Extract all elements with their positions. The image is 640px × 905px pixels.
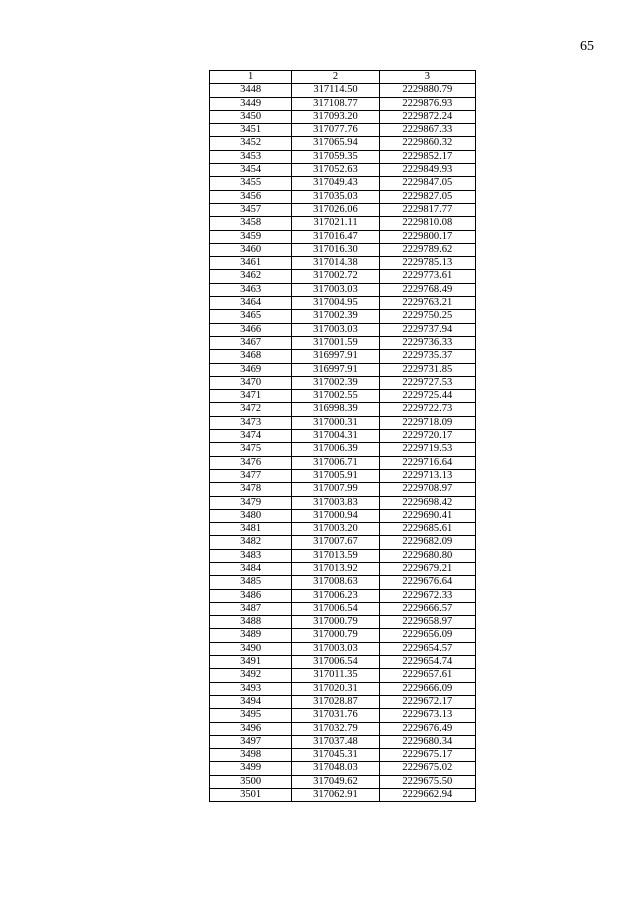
cell-x-coordinate: 316998.39	[292, 403, 379, 416]
cell-point-number: 3470	[210, 376, 292, 389]
cell-x-coordinate: 317031.76	[292, 709, 379, 722]
table-row	[210, 656, 476, 669]
table-row	[210, 84, 476, 97]
table-row	[210, 190, 476, 203]
cell-x-coordinate: 317006.39	[292, 443, 379, 456]
cell-y-coordinate: 2229750.25	[379, 310, 475, 323]
table-row	[210, 483, 476, 496]
cell-x-coordinate: 317003.20	[292, 523, 379, 536]
cell-point-number: 3457	[210, 203, 292, 216]
cell-point-number: 3450	[210, 110, 292, 123]
cell-x-coordinate: 317007.99	[292, 483, 379, 496]
cell-y-coordinate: 2229680.80	[379, 549, 475, 562]
cell-point-number: 3448	[210, 84, 292, 97]
cell-x-coordinate: 317006.71	[292, 456, 379, 469]
cell-point-number: 3459	[210, 230, 292, 243]
table-row	[210, 549, 476, 562]
table-row	[210, 363, 476, 376]
table-row	[210, 629, 476, 642]
table-header-row	[210, 71, 476, 84]
cell-y-coordinate: 2229735.37	[379, 350, 475, 363]
cell-x-coordinate: 317006.54	[292, 602, 379, 615]
cell-x-coordinate: 317062.91	[292, 789, 379, 802]
cell-y-coordinate: 2229680.34	[379, 735, 475, 748]
cell-y-coordinate: 2229658.97	[379, 616, 475, 629]
cell-x-coordinate: 317026.06	[292, 203, 379, 216]
cell-point-number: 3477	[210, 469, 292, 482]
cell-x-coordinate: 317052.63	[292, 164, 379, 177]
cell-y-coordinate: 2229676.64	[379, 576, 475, 589]
cell-x-coordinate: 317108.77	[292, 97, 379, 110]
table-row	[210, 775, 476, 788]
cell-x-coordinate: 317004.31	[292, 430, 379, 443]
cell-y-coordinate: 2229736.33	[379, 336, 475, 349]
cell-y-coordinate: 2229763.21	[379, 297, 475, 310]
cell-x-coordinate: 317114.50	[292, 84, 379, 97]
cell-x-coordinate: 316997.91	[292, 350, 379, 363]
cell-y-coordinate: 2229682.09	[379, 536, 475, 549]
cell-point-number: 3480	[210, 509, 292, 522]
cell-x-coordinate: 317037.48	[292, 735, 379, 748]
column-header-x: 2	[292, 71, 379, 84]
cell-point-number: 3466	[210, 323, 292, 336]
cell-y-coordinate: 2229673.13	[379, 709, 475, 722]
cell-point-number: 3501	[210, 789, 292, 802]
table-row	[210, 350, 476, 363]
cell-y-coordinate: 2229716.64	[379, 456, 475, 469]
cell-point-number: 3455	[210, 177, 292, 190]
cell-point-number: 3472	[210, 403, 292, 416]
cell-point-number: 3467	[210, 336, 292, 349]
cell-x-coordinate: 317035.03	[292, 190, 379, 203]
cell-point-number: 3489	[210, 629, 292, 642]
table-row	[210, 682, 476, 695]
cell-x-coordinate: 317020.31	[292, 682, 379, 695]
cell-y-coordinate: 2229880.79	[379, 84, 475, 97]
cell-y-coordinate: 2229708.97	[379, 483, 475, 496]
table-row	[210, 762, 476, 775]
cell-point-number: 3497	[210, 735, 292, 748]
cell-x-coordinate: 317003.83	[292, 496, 379, 509]
cell-y-coordinate: 2229731.85	[379, 363, 475, 376]
cell-point-number: 3474	[210, 430, 292, 443]
cell-x-coordinate: 317059.35	[292, 150, 379, 163]
cell-y-coordinate: 2229785.13	[379, 257, 475, 270]
cell-x-coordinate: 317000.79	[292, 629, 379, 642]
cell-point-number: 3463	[210, 283, 292, 296]
cell-y-coordinate: 2229676.49	[379, 722, 475, 735]
cell-x-coordinate: 317028.87	[292, 695, 379, 708]
cell-y-coordinate: 2229817.77	[379, 203, 475, 216]
cell-y-coordinate: 2229718.09	[379, 416, 475, 429]
cell-x-coordinate: 316997.91	[292, 363, 379, 376]
table-row	[210, 403, 476, 416]
cell-point-number: 3483	[210, 549, 292, 562]
cell-x-coordinate: 317002.39	[292, 376, 379, 389]
cell-point-number: 3485	[210, 576, 292, 589]
cell-x-coordinate: 317005.91	[292, 469, 379, 482]
table-row	[210, 523, 476, 536]
table-row	[210, 509, 476, 522]
cell-point-number: 3481	[210, 523, 292, 536]
table-row	[210, 137, 476, 150]
cell-y-coordinate: 2229800.17	[379, 230, 475, 243]
coordinates-table	[209, 70, 476, 802]
cell-x-coordinate: 317000.79	[292, 616, 379, 629]
cell-point-number: 3499	[210, 762, 292, 775]
cell-x-coordinate: 317003.03	[292, 642, 379, 655]
cell-point-number: 3500	[210, 775, 292, 788]
cell-y-coordinate: 2229737.94	[379, 323, 475, 336]
table-row	[210, 323, 476, 336]
cell-point-number: 3451	[210, 124, 292, 137]
table-row	[210, 536, 476, 549]
table-row	[210, 669, 476, 682]
cell-y-coordinate: 2229679.21	[379, 562, 475, 575]
cell-x-coordinate: 317016.30	[292, 243, 379, 256]
cell-x-coordinate: 317004.95	[292, 297, 379, 310]
table-row	[210, 164, 476, 177]
cell-y-coordinate: 2229876.93	[379, 97, 475, 110]
cell-point-number: 3452	[210, 137, 292, 150]
table-row	[210, 496, 476, 509]
table-row	[210, 376, 476, 389]
cell-x-coordinate: 317013.92	[292, 562, 379, 575]
cell-y-coordinate: 2229852.17	[379, 150, 475, 163]
cell-point-number: 3473	[210, 416, 292, 429]
cell-x-coordinate: 317049.43	[292, 177, 379, 190]
cell-point-number: 3469	[210, 363, 292, 376]
cell-point-number: 3456	[210, 190, 292, 203]
table-row	[210, 243, 476, 256]
page-number: 65	[580, 39, 594, 54]
cell-y-coordinate: 2229675.50	[379, 775, 475, 788]
cell-y-coordinate: 2229719.53	[379, 443, 475, 456]
cell-y-coordinate: 2229654.74	[379, 656, 475, 669]
cell-x-coordinate: 317014.38	[292, 257, 379, 270]
cell-y-coordinate: 2229675.02	[379, 762, 475, 775]
table-row	[210, 430, 476, 443]
cell-point-number: 3449	[210, 97, 292, 110]
cell-x-coordinate: 317006.23	[292, 589, 379, 602]
cell-point-number: 3464	[210, 297, 292, 310]
cell-y-coordinate: 2229656.09	[379, 629, 475, 642]
cell-y-coordinate: 2229720.17	[379, 430, 475, 443]
table-row	[210, 469, 476, 482]
table-row	[210, 456, 476, 469]
cell-y-coordinate: 2229789.62	[379, 243, 475, 256]
cell-y-coordinate: 2229849.93	[379, 164, 475, 177]
cell-x-coordinate: 317077.76	[292, 124, 379, 137]
table-row	[210, 642, 476, 655]
cell-x-coordinate: 317045.31	[292, 749, 379, 762]
column-header-y: 3	[379, 71, 475, 84]
table-row	[210, 257, 476, 270]
table-row	[210, 336, 476, 349]
cell-point-number: 3453	[210, 150, 292, 163]
table-row	[210, 616, 476, 629]
table-row	[210, 97, 476, 110]
cell-point-number: 3493	[210, 682, 292, 695]
cell-point-number: 3484	[210, 562, 292, 575]
cell-x-coordinate: 317000.94	[292, 509, 379, 522]
cell-point-number: 3488	[210, 616, 292, 629]
table-body	[210, 84, 476, 802]
cell-x-coordinate: 317016.47	[292, 230, 379, 243]
cell-x-coordinate: 317002.55	[292, 390, 379, 403]
table-row	[210, 443, 476, 456]
cell-y-coordinate: 2229768.49	[379, 283, 475, 296]
table-row	[210, 722, 476, 735]
cell-x-coordinate: 317021.11	[292, 217, 379, 230]
cell-y-coordinate: 2229662.94	[379, 789, 475, 802]
cell-x-coordinate: 317013.59	[292, 549, 379, 562]
cell-y-coordinate: 2229725.44	[379, 390, 475, 403]
table-row	[210, 150, 476, 163]
cell-y-coordinate: 2229872.24	[379, 110, 475, 123]
cell-y-coordinate: 2229827.05	[379, 190, 475, 203]
cell-y-coordinate: 2229666.09	[379, 682, 475, 695]
cell-x-coordinate: 317002.39	[292, 310, 379, 323]
table-row	[210, 270, 476, 283]
table-row	[210, 709, 476, 722]
table-row	[210, 230, 476, 243]
column-header-point-number: 1	[210, 71, 292, 84]
cell-x-coordinate: 317048.03	[292, 762, 379, 775]
cell-y-coordinate: 2229672.33	[379, 589, 475, 602]
cell-y-coordinate: 2229672.17	[379, 695, 475, 708]
table-row	[210, 589, 476, 602]
cell-y-coordinate: 2229722.73	[379, 403, 475, 416]
cell-point-number: 3471	[210, 390, 292, 403]
cell-y-coordinate: 2229860.32	[379, 137, 475, 150]
cell-point-number: 3494	[210, 695, 292, 708]
table-row	[210, 203, 476, 216]
cell-y-coordinate: 2229773.61	[379, 270, 475, 283]
cell-point-number: 3495	[210, 709, 292, 722]
table-row	[210, 576, 476, 589]
cell-x-coordinate: 317006.54	[292, 656, 379, 669]
cell-x-coordinate: 317003.03	[292, 323, 379, 336]
table-row	[210, 110, 476, 123]
cell-point-number: 3465	[210, 310, 292, 323]
cell-x-coordinate: 317032.79	[292, 722, 379, 735]
cell-x-coordinate: 317001.59	[292, 336, 379, 349]
cell-point-number: 3479	[210, 496, 292, 509]
cell-point-number: 3476	[210, 456, 292, 469]
cell-x-coordinate: 317011.35	[292, 669, 379, 682]
table-row	[210, 749, 476, 762]
cell-y-coordinate: 2229847.05	[379, 177, 475, 190]
cell-x-coordinate: 317002.72	[292, 270, 379, 283]
table-row	[210, 297, 476, 310]
cell-x-coordinate: 317003.03	[292, 283, 379, 296]
cell-point-number: 3498	[210, 749, 292, 762]
cell-point-number: 3462	[210, 270, 292, 283]
cell-x-coordinate: 317049.62	[292, 775, 379, 788]
cell-point-number: 3496	[210, 722, 292, 735]
table-row	[210, 310, 476, 323]
cell-point-number: 3491	[210, 656, 292, 669]
cell-point-number: 3468	[210, 350, 292, 363]
cell-point-number: 3492	[210, 669, 292, 682]
table-row	[210, 416, 476, 429]
cell-y-coordinate: 2229867.33	[379, 124, 475, 137]
table-row	[210, 217, 476, 230]
table-row	[210, 562, 476, 575]
cell-y-coordinate: 2229810.08	[379, 217, 475, 230]
cell-x-coordinate: 317007.67	[292, 536, 379, 549]
cell-y-coordinate: 2229698.42	[379, 496, 475, 509]
cell-x-coordinate: 317000.31	[292, 416, 379, 429]
table-row	[210, 390, 476, 403]
cell-point-number: 3486	[210, 589, 292, 602]
cell-y-coordinate: 2229675.17	[379, 749, 475, 762]
cell-x-coordinate: 317065.94	[292, 137, 379, 150]
cell-point-number: 3460	[210, 243, 292, 256]
table-row	[210, 124, 476, 137]
table-row	[210, 735, 476, 748]
cell-point-number: 3482	[210, 536, 292, 549]
table-row	[210, 283, 476, 296]
cell-point-number: 3454	[210, 164, 292, 177]
cell-point-number: 3478	[210, 483, 292, 496]
cell-y-coordinate: 2229713.13	[379, 469, 475, 482]
cell-point-number: 3461	[210, 257, 292, 270]
cell-y-coordinate: 2229727.53	[379, 376, 475, 389]
cell-y-coordinate: 2229690.41	[379, 509, 475, 522]
cell-y-coordinate: 2229657.61	[379, 669, 475, 682]
cell-point-number: 3475	[210, 443, 292, 456]
cell-x-coordinate: 317008.63	[292, 576, 379, 589]
cell-point-number: 3490	[210, 642, 292, 655]
table-row	[210, 177, 476, 190]
cell-y-coordinate: 2229666.57	[379, 602, 475, 615]
table-row	[210, 602, 476, 615]
cell-y-coordinate: 2229685.61	[379, 523, 475, 536]
table-row	[210, 789, 476, 802]
cell-y-coordinate: 2229654.57	[379, 642, 475, 655]
cell-point-number: 3458	[210, 217, 292, 230]
cell-point-number: 3487	[210, 602, 292, 615]
table-row	[210, 695, 476, 708]
cell-x-coordinate: 317093.20	[292, 110, 379, 123]
